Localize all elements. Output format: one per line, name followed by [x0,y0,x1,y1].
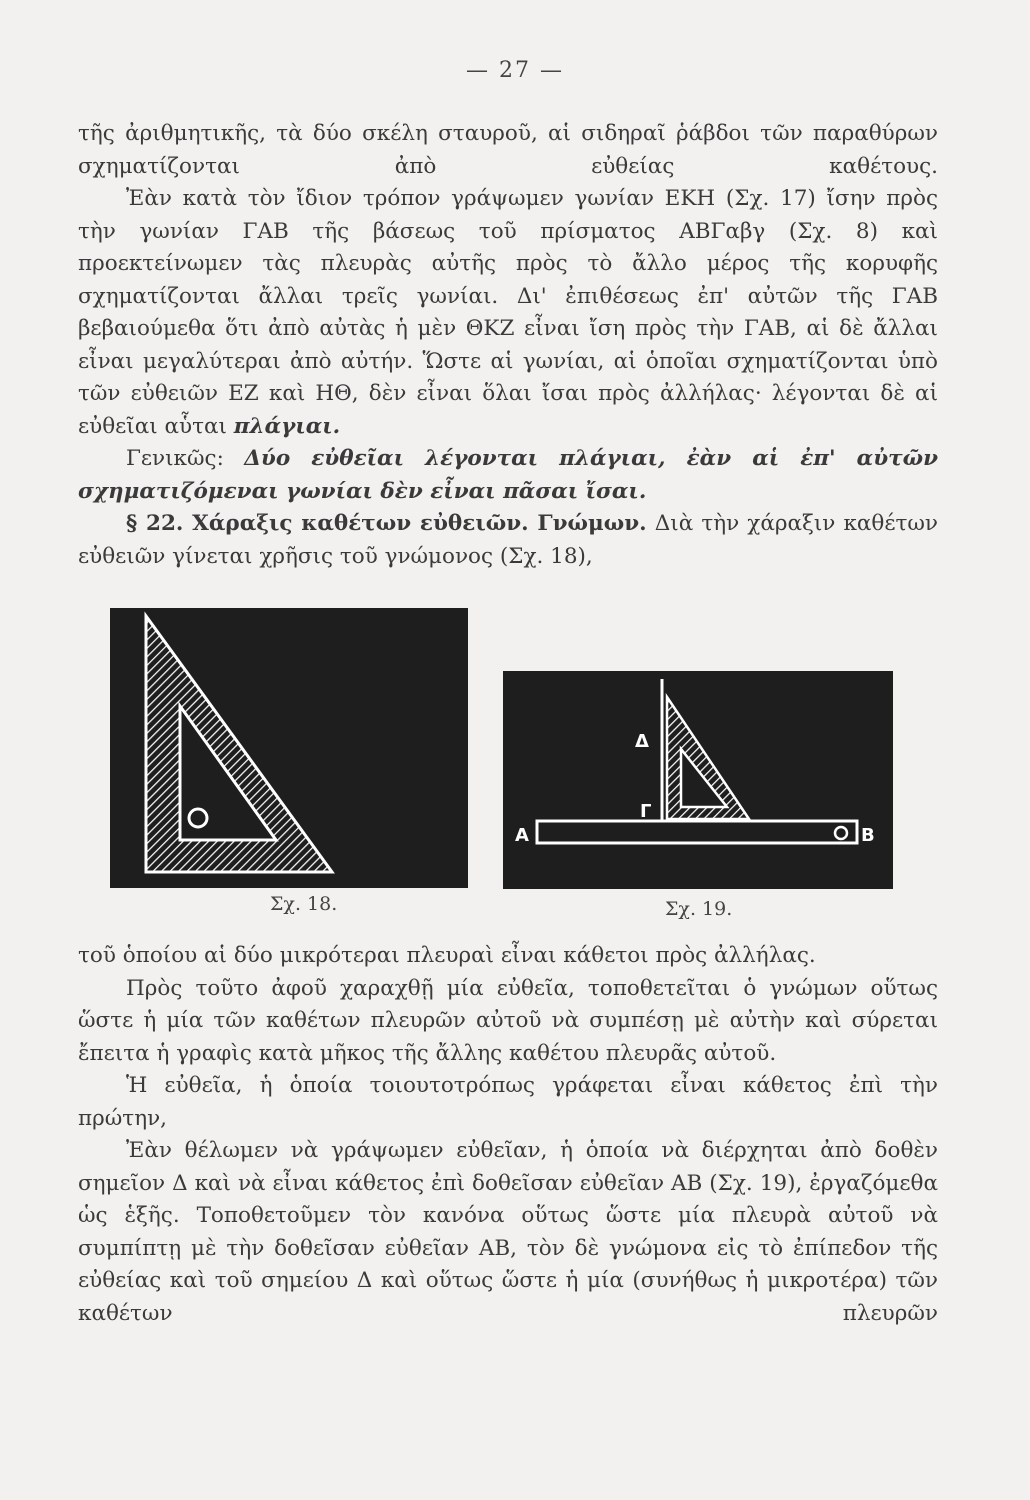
lower-text [78,940,938,1330]
section-text: Διὰ τὴν χάραξιν καθέτων εὐθειῶν γίνεται χρῆσις τοῦ γνώμονος (Σχ. 18), [78,511,939,569]
ruler [537,821,857,843]
section-paragraph [78,508,938,573]
definition-paragraph [78,443,938,508]
paragraph-lower-1: τοῦ ὁποίου αἱ δύο μικρότεραι πλευραὶ εἶναι κάθετοι πρὸς ἀλλήλας. [78,943,816,968]
paragraph-lower-3: Ἡ εὐθεῖα, ἡ ὁποία τοιουτοτρόπως γράφεται εἶναι κάθετος ἐπὶ τὴν πρώτην, [78,1073,938,1131]
label-gamma: Γ [640,801,652,822]
section-heading: § 22. Χάραξις καθέτων εὐθειῶν. Γνώμων. [126,511,647,536]
page-number: — 27 — [466,58,564,83]
definition-intro: Γενικῶς: [126,446,224,471]
figure-19 [503,671,893,889]
paragraph-1: τῆς ἀριθμητικῆς, τὰ δύο σκέλη σταυροῦ, αἱ σιδηραῖ ῥάβδοι τῶν παραθύρων σχηματίζονται ἀπὸ εὐθείας καθέτους. [78,121,938,179]
figure-19-caption: Σχ. 19. [665,898,733,920]
set-square-hole [189,809,207,827]
label-alpha: Α [515,825,529,846]
figure-18-caption: Σχ. 18. [270,893,338,915]
upper-text [78,118,938,573]
paragraph-2: Ἐὰν κατὰ τὸν ἴδιον τρόπον γράψωμεν γωνίαν ΕΚΗ (Σχ. 17) ἴσην πρὸς τὴν γωνίαν ΓΑΒ τῆς βάσεως τοῦ πρίσματος ΑΒΓαβγ (Σχ. 8) καὶ προεκτείνωμεν τὰς πλευρὰς αὐτῆς πρὸς τὸ ἄλλο μέρος τῆς κορυφῆς σχηματίζονται ἄλλαι τρεῖς γωνίαι. Δι' ἐπιθέσεως ἐπ' αὐτῶν τῆς ΓΑΒ βεβαιούμεθα ὅτι ἀπὸ αὐτὰς ἡ μὲν ΘΚΖ εἶναι ἴση πρὸς τὴν ΓΑΒ, αἱ δὲ ἄλλαι εἶναι μεγαλύτεραι ἀπὸ αὐτήν. Ὥστε αἱ γωνίαι, αἱ ὁποῖαι σχηματίζονται ὑπὸ τῶν εὐθειῶν ΕΖ καὶ ΗΘ, δὲν εἶναι ὅλαι ἴσαι πρὸς ἀλλήλας· λέγονται δὲ αἱ εὐθεῖαι αὗται πλάγιαι. [78,186,938,439]
paragraph-lower-2: Πρὸς τοῦτο ἀφοῦ χαραχθῇ μία εὐθεῖα, τοποθετεῖται ὁ γνώμων οὕτως ὥστε ἡ μία τῶν καθέτων πλευρῶν αὐτοῦ νὰ συμπέσῃ μὲ αὐτὴν καὶ σύρεται ἔπειτα ἡ γραφὶς κατὰ μῆκος τῆς ἄλλης καθέτου πλευρᾶς αὐτοῦ. [78,975,938,1066]
figure-18 [110,608,468,888]
label-delta: Δ [635,731,649,752]
definition-text: Δύο εὐθεῖαι λέγονται πλάγιαι, ἐὰν αἱ ἐπ' αὐτῶν σχηματιζόμεναι γωνίαι δὲν εἶναι πᾶσαι ἴσαι. [78,446,938,504]
paragraph-lower-4: Ἐὰν θέλωμεν νὰ γράψωμεν εὐθεῖαν, ἡ ὁποία νὰ διέρχηται ἀπὸ δοθὲν σημεῖον Δ καὶ νὰ εἶναι κάθετος ἐπὶ δοθεῖσαν εὐθεῖαν ΑΒ (Σχ. 19), ἐργαζόμεθα ὡς ἑξῆς. Τοποθετοῦμεν τὸν κανόνα οὕτως ὥστε μία πλευρὰ αὐτοῦ νὰ συμπίπτῃ μὲ τὴν δοθεῖσαν εὐθεῖαν ΑΒ, τὸν δὲ γνώμονα εἰς τὸ ἐπίπεδον τῆς εὐθείας καὶ τοῦ σημείου Δ καὶ οὕτως ὥστε ἡ μία (συνήθως ἡ μικροτέρα) τῶν καθέτων πλευρῶν [78,1138,938,1326]
set-square-shape [146,616,332,872]
set-square-drawing [110,608,468,888]
label-beta: Β [861,825,875,846]
term-plagiai: πλάγιαι. [233,413,341,439]
ruler-and-set-square-drawing [503,671,893,889]
set-square-shape [667,697,749,819]
